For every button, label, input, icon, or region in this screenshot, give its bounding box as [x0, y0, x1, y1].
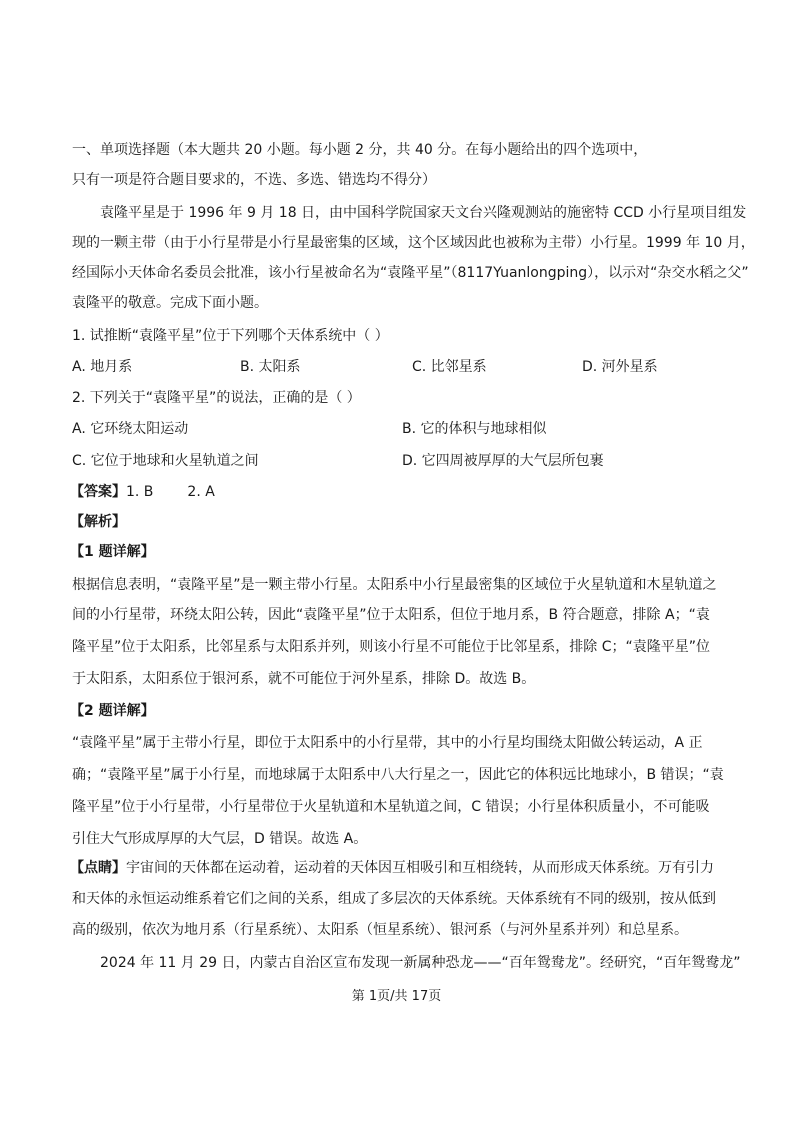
- detail-2-line-4: 引住大气形成厚厚的大气层，D 错误。故选 A。: [72, 831, 368, 847]
- analysis-tag: 【解析】: [70, 514, 126, 530]
- passage-line-2: 现的一颗主带（由于小行星带是小行星最密集的区域，这个区域因此也被称为主带）小行星。1999 年 10 月，: [72, 235, 755, 251]
- question-1-option-b: B. 太阳系: [240, 359, 301, 375]
- comment-line-2: 和天体的永恒运动维系着它们之间的关系，组成了多层次的天体系统。天体系统有不同的级别，按从低到: [72, 891, 716, 907]
- question-2-option-a: A. 它环绕太阳运动: [72, 421, 189, 437]
- answer-line: [70, 482, 215, 502]
- answer-2: 2. A: [187, 484, 215, 500]
- section-header-line-2: 只有一项是符合题目要求的，不选、多选、错选均不得分）: [72, 172, 436, 188]
- comment-line-1: [70, 858, 714, 878]
- detail-2-line-1: “袁隆平星”属于主带小行星，即位于太阳系中的小行星带，其中的小行星均围绕太阳做公转运动，A 正: [72, 735, 703, 751]
- detail-1-tag: 【1 题详解】: [70, 544, 155, 560]
- comment-text-1: 宇宙间的天体都在运动着，运动着的天体因互相吸引和互相绕转，从而形成天体系统。万有引力: [126, 860, 714, 876]
- detail-2-line-2: 确；“袁隆平星”属于小行星，而地球属于太阳系中八大行星之一，因此它的体积远比地球小，B 错误；“袁: [72, 767, 724, 783]
- detail-1-line-1: 根据信息表明，“袁隆平星”是一颗主带小行星。太阳系中小行星最密集的区域位于火星轨道和木星轨道之: [72, 577, 717, 593]
- answer-tag: 【答案】: [70, 484, 126, 500]
- question-2-option-b: B. 它的体积与地球相似: [402, 421, 547, 437]
- question-1-option-d: D. 河外星系: [582, 359, 658, 375]
- question-2-option-d: D. 它四周被厚厚的大气层所包裹: [402, 453, 604, 469]
- question-1-option-a: A. 地月系: [72, 359, 133, 375]
- detail-1-line-4: 于太阳系，太阳系位于银河系，就不可能位于河外星系，排除 D。故选 B。: [72, 671, 536, 687]
- question-1-stem: 1. 试推断“袁隆平星”位于下列哪个天体系统中（ ）: [72, 328, 389, 344]
- comment-tag: 【点睛】: [70, 860, 126, 876]
- passage-2-line-1: 2024 年 11 月 29 日，内蒙古自治区宣布发现一新属种恐龙——“百年鸳鸯龙”。经研究，“百年鸳鸯龙”: [100, 955, 741, 971]
- question-2-option-c: C. 它位于地球和火星轨道之间: [72, 453, 259, 469]
- comment-line-3: 高的级别，依次为地月系（行星系统）、太阳系（恒星系统）、银河系（与河外星系并列）和总星系。: [72, 922, 688, 938]
- detail-2-tag: 【2 题详解】: [70, 703, 155, 719]
- passage-line-1: 袁隆平星是于 1996 年 9 月 18 日，由中国科学院国家天文台兴隆观测站的施密特 CCD 小行星项目组发: [100, 205, 747, 221]
- question-1-option-c: C. 比邻星系: [412, 359, 487, 375]
- detail-1-line-3: 隆平星”位于太阳系，比邻星系与太阳系并列，则该小行星不可能位于比邻星系，排除 C；“袁隆平星”位: [72, 639, 710, 655]
- detail-1-line-2: 间的小行星带，环绕太阳公转，因此“袁隆平星”位于太阳系，但位于地月系，B 符合题意，排除 A；“袁: [72, 607, 710, 623]
- detail-2-line-3: 隆平星”位于小行星带，小行星带位于火星轨道和木星轨道之间，C 错误；小行星体积质量小，不可能吸: [72, 799, 710, 815]
- section-header-line-1: 一、单项选择题（本大题共 20 小题。每小题 2 分，共 40 分。在每小题给出的四个选项中，: [72, 142, 648, 158]
- page-footer: 第 1页/共 17页: [351, 989, 442, 1004]
- question-2-stem: 2. 下列关于“袁隆平星”的说法，正确的是（ ）: [72, 390, 361, 406]
- passage-line-4: 袁隆平的敬意。完成下面小题。: [72, 295, 268, 311]
- passage-line-3: 经国际小天体命名委员会批准，该小行星被命名为“袁隆平星”（8117Yuanlongping），以示对“杂交水稻之父”: [72, 265, 749, 281]
- answer-1: 1. B: [126, 484, 154, 500]
